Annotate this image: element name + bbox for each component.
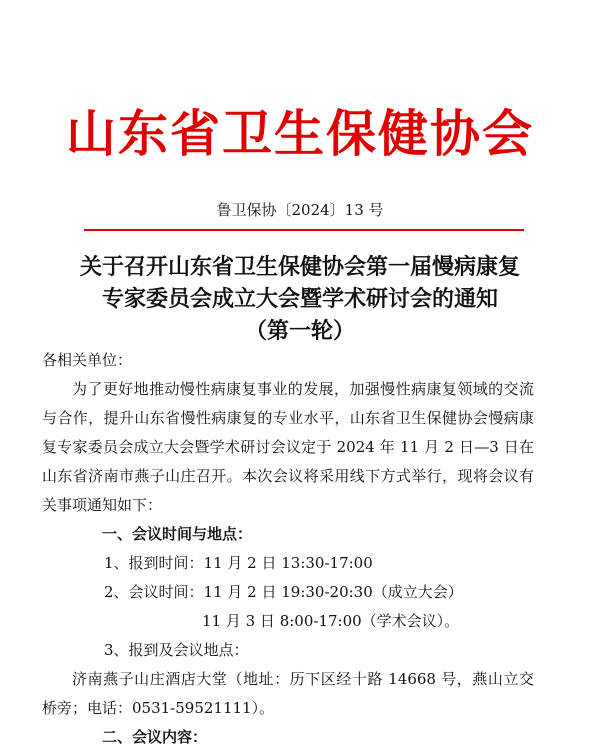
red-divider-line xyxy=(84,229,524,231)
section-heading: 二、会议内容： xyxy=(102,728,208,746)
notice-title-round: （第一轮） xyxy=(244,319,355,344)
section-heading: 一、会议时间与地点： xyxy=(102,525,253,543)
notice-title-line: 关于召开山东省卫生保健协会第一届慢病康复 xyxy=(79,255,520,280)
notice-title-line: 专家委员会成立大会暨学术研讨会的通知 xyxy=(101,287,498,312)
list-item: 2、会议时间：11 月 2 日 19:30-20:30（成立大会） xyxy=(104,583,463,601)
notice-title xyxy=(40,252,560,348)
venue-paragraph: 济南燕子山庄酒店大堂（地址：历下区经十路 14668 号，燕山立交桥旁；电话：0531-59521111）。 xyxy=(42,670,534,717)
list-item: 1、报到时间：11 月 2 日 13:30-17:00 xyxy=(104,554,373,572)
list-item-continuation: 11 月 3 日 8:00-17:00（学术会议）。 xyxy=(202,612,460,630)
intro-paragraph: 为了更好地推动慢性病康复事业的发展，加强慢性病康复领域的交流与合作，提升山东省慢性病康复的专业水平，山东省卫生保健协会慢病康复专家委员会成立大会暨学术研讨会议定于 2024 年 11 月 2 日—3 日在山东省济南市燕子山庄召开。本次会议将采用线下方式举行，现将会议有关事项通知如下： xyxy=(42,380,534,514)
document-number: 鲁卫保协〔2024〕13 号 xyxy=(216,201,384,219)
notice-body xyxy=(42,346,534,752)
list-item: 3、报到及会议地点： xyxy=(104,641,249,659)
salutation: 各相关单位： xyxy=(42,351,133,369)
organization-letterhead: 山东省卫生保健协会 xyxy=(66,104,534,163)
